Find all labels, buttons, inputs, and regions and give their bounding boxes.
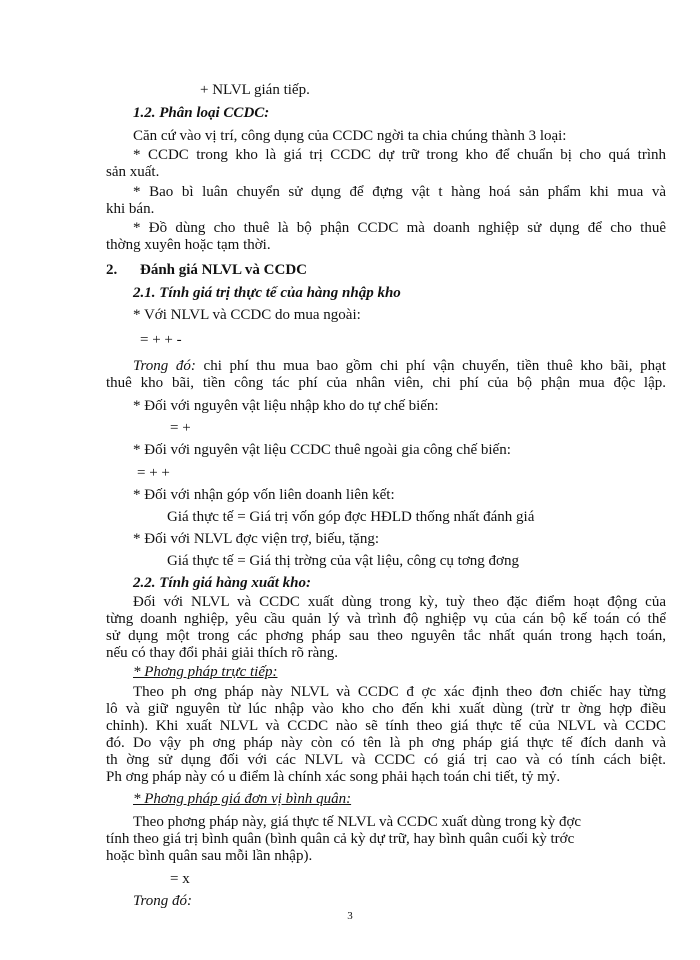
- text-line: th ờng sử dụng đối với các NLVL và CCDC có giá trị cao và có tính cách biệt.: [106, 752, 666, 768]
- text-line: thuê kho bãi, tiền công tác phí của nhân viên, chi phí của bộ phận mua độc lập.: [106, 375, 666, 391]
- text-line: lô và giữ nguyên từ lúc nhập vào kho cho đến khi xuất dùng (trừ tr ờng hợp điều: [106, 701, 666, 717]
- formula-line: = x: [170, 871, 190, 887]
- section-heading: Đánh giá NLVL và CCDC: [140, 262, 307, 278]
- text-line: * Đối với NLVL đợc viện trợ, biếu, tặng:: [133, 531, 379, 547]
- text-line: nếu có thay đổi phải giải thích rõ ràng.: [106, 645, 339, 661]
- text-line: hoặc bình quân sau mỗi lần nhập).: [106, 848, 313, 864]
- text-line: * CCDC trong kho là giá trị CCDC dự trữ trong kho để chuẩn bị cho quá trình: [133, 147, 666, 163]
- text-line: thờng xuyên hoặc tạm thời.: [106, 237, 271, 253]
- method-heading: * Phơng pháp giá đơn vị bình quân:: [133, 791, 352, 807]
- formula-line: = + + -: [140, 332, 182, 348]
- text-line: Ph ơng pháp này có u điểm là chính xác song phải hạch toán chi tiết, tỷ mỷ.: [106, 769, 561, 785]
- section-number: 2.: [106, 262, 118, 278]
- text-line: * Đối với nguyên vật liệu nhập kho do tự chế biến:: [133, 398, 439, 414]
- text-line: * Với NLVL và CCDC do mua ngoài:: [133, 307, 361, 323]
- formula-line: = + +: [137, 465, 170, 481]
- subsection-heading: 2.1. Tính giá trị thực tế của hàng nhập kho: [133, 285, 401, 301]
- text-line: [133, 358, 666, 375]
- text-line: * Đồ dùng cho thuê là bộ phận CCDC mà doanh nghiệp sử dụng để cho thuê: [133, 220, 666, 236]
- text-line: Giá thực tế = Giá trị vốn góp đợc HĐLD thống nhất đánh giá: [167, 509, 535, 525]
- text-line: sản xuất.: [106, 164, 160, 180]
- text-line: * Đối với nguyên vật liệu CCDC thuê ngoài gia công chế biến:: [133, 442, 511, 458]
- trong-do-label: Trong đó:: [133, 358, 196, 374]
- page-number: 3: [347, 910, 353, 922]
- subsection-heading: 1.2. Phân loại CCDC:: [133, 105, 270, 121]
- formula-line: = +: [170, 420, 191, 436]
- text-line: Căn cứ vào vị trí, công dụng của CCDC ngời ta chia chúng thành 3 loại:: [133, 128, 567, 144]
- text-line: đó. Do vậy ph ơng pháp này còn có tên là ph ơng pháp giá thực tế đích danh và: [106, 735, 666, 751]
- text-line: Giá thực tế = Giá thị trờng của vật liệu, công cụ tơng đơng: [167, 553, 519, 569]
- text-line: chỉnh). Khi xuất NLVL và CCDC nào sẽ tính theo giá thực tế của NLVL và CCDC: [106, 718, 666, 734]
- text-line: khi bán.: [106, 201, 155, 217]
- text-line: * Đối với nhận góp vốn liên doanh liên kết:: [133, 487, 395, 503]
- text-line: tính theo giá trị bình quân (bình quân cả kỳ dự trữ, hay bình quân cuối kỳ trớc: [106, 831, 575, 847]
- text-line: sử dụng một trong các phơng pháp sau theo nguyên tắc nhất quán trong hạch toán,: [106, 628, 666, 644]
- text-line: * Bao bì luân chuyển sử dụng để đựng vật t hàng hoá sản phẩm khi mua và: [133, 184, 666, 200]
- text-line: Theo phơng pháp này, giá thực tế NLVL và CCDC xuất dùng trong kỳ đợc: [133, 814, 582, 830]
- text-line: Trong đó:: [133, 893, 193, 909]
- text-line: từng doanh nghiệp, yêu cầu quản lý và trình độ nghiệp vụ của cán bộ kế toán có thể: [106, 611, 666, 627]
- text-line: + NLVL gián tiếp.: [200, 82, 310, 98]
- text-line: Theo ph ơng pháp này NLVL và CCDC đ ợc xác định theo đơn chiếc hay từng: [133, 684, 666, 700]
- text-line: Đối với NLVL và CCDC xuất dùng trong kỳ, tuỳ theo đặc điểm hoạt động của: [133, 594, 666, 610]
- method-heading: * Phơng pháp trực tiếp:: [133, 664, 278, 680]
- text-fragment: chi phí thu mua bao gồm chi phí vận chuyển, tiền thuê kho bãi, phạt: [195, 358, 666, 374]
- subsection-heading: 2.2. Tính giá hàng xuất kho:: [133, 575, 311, 591]
